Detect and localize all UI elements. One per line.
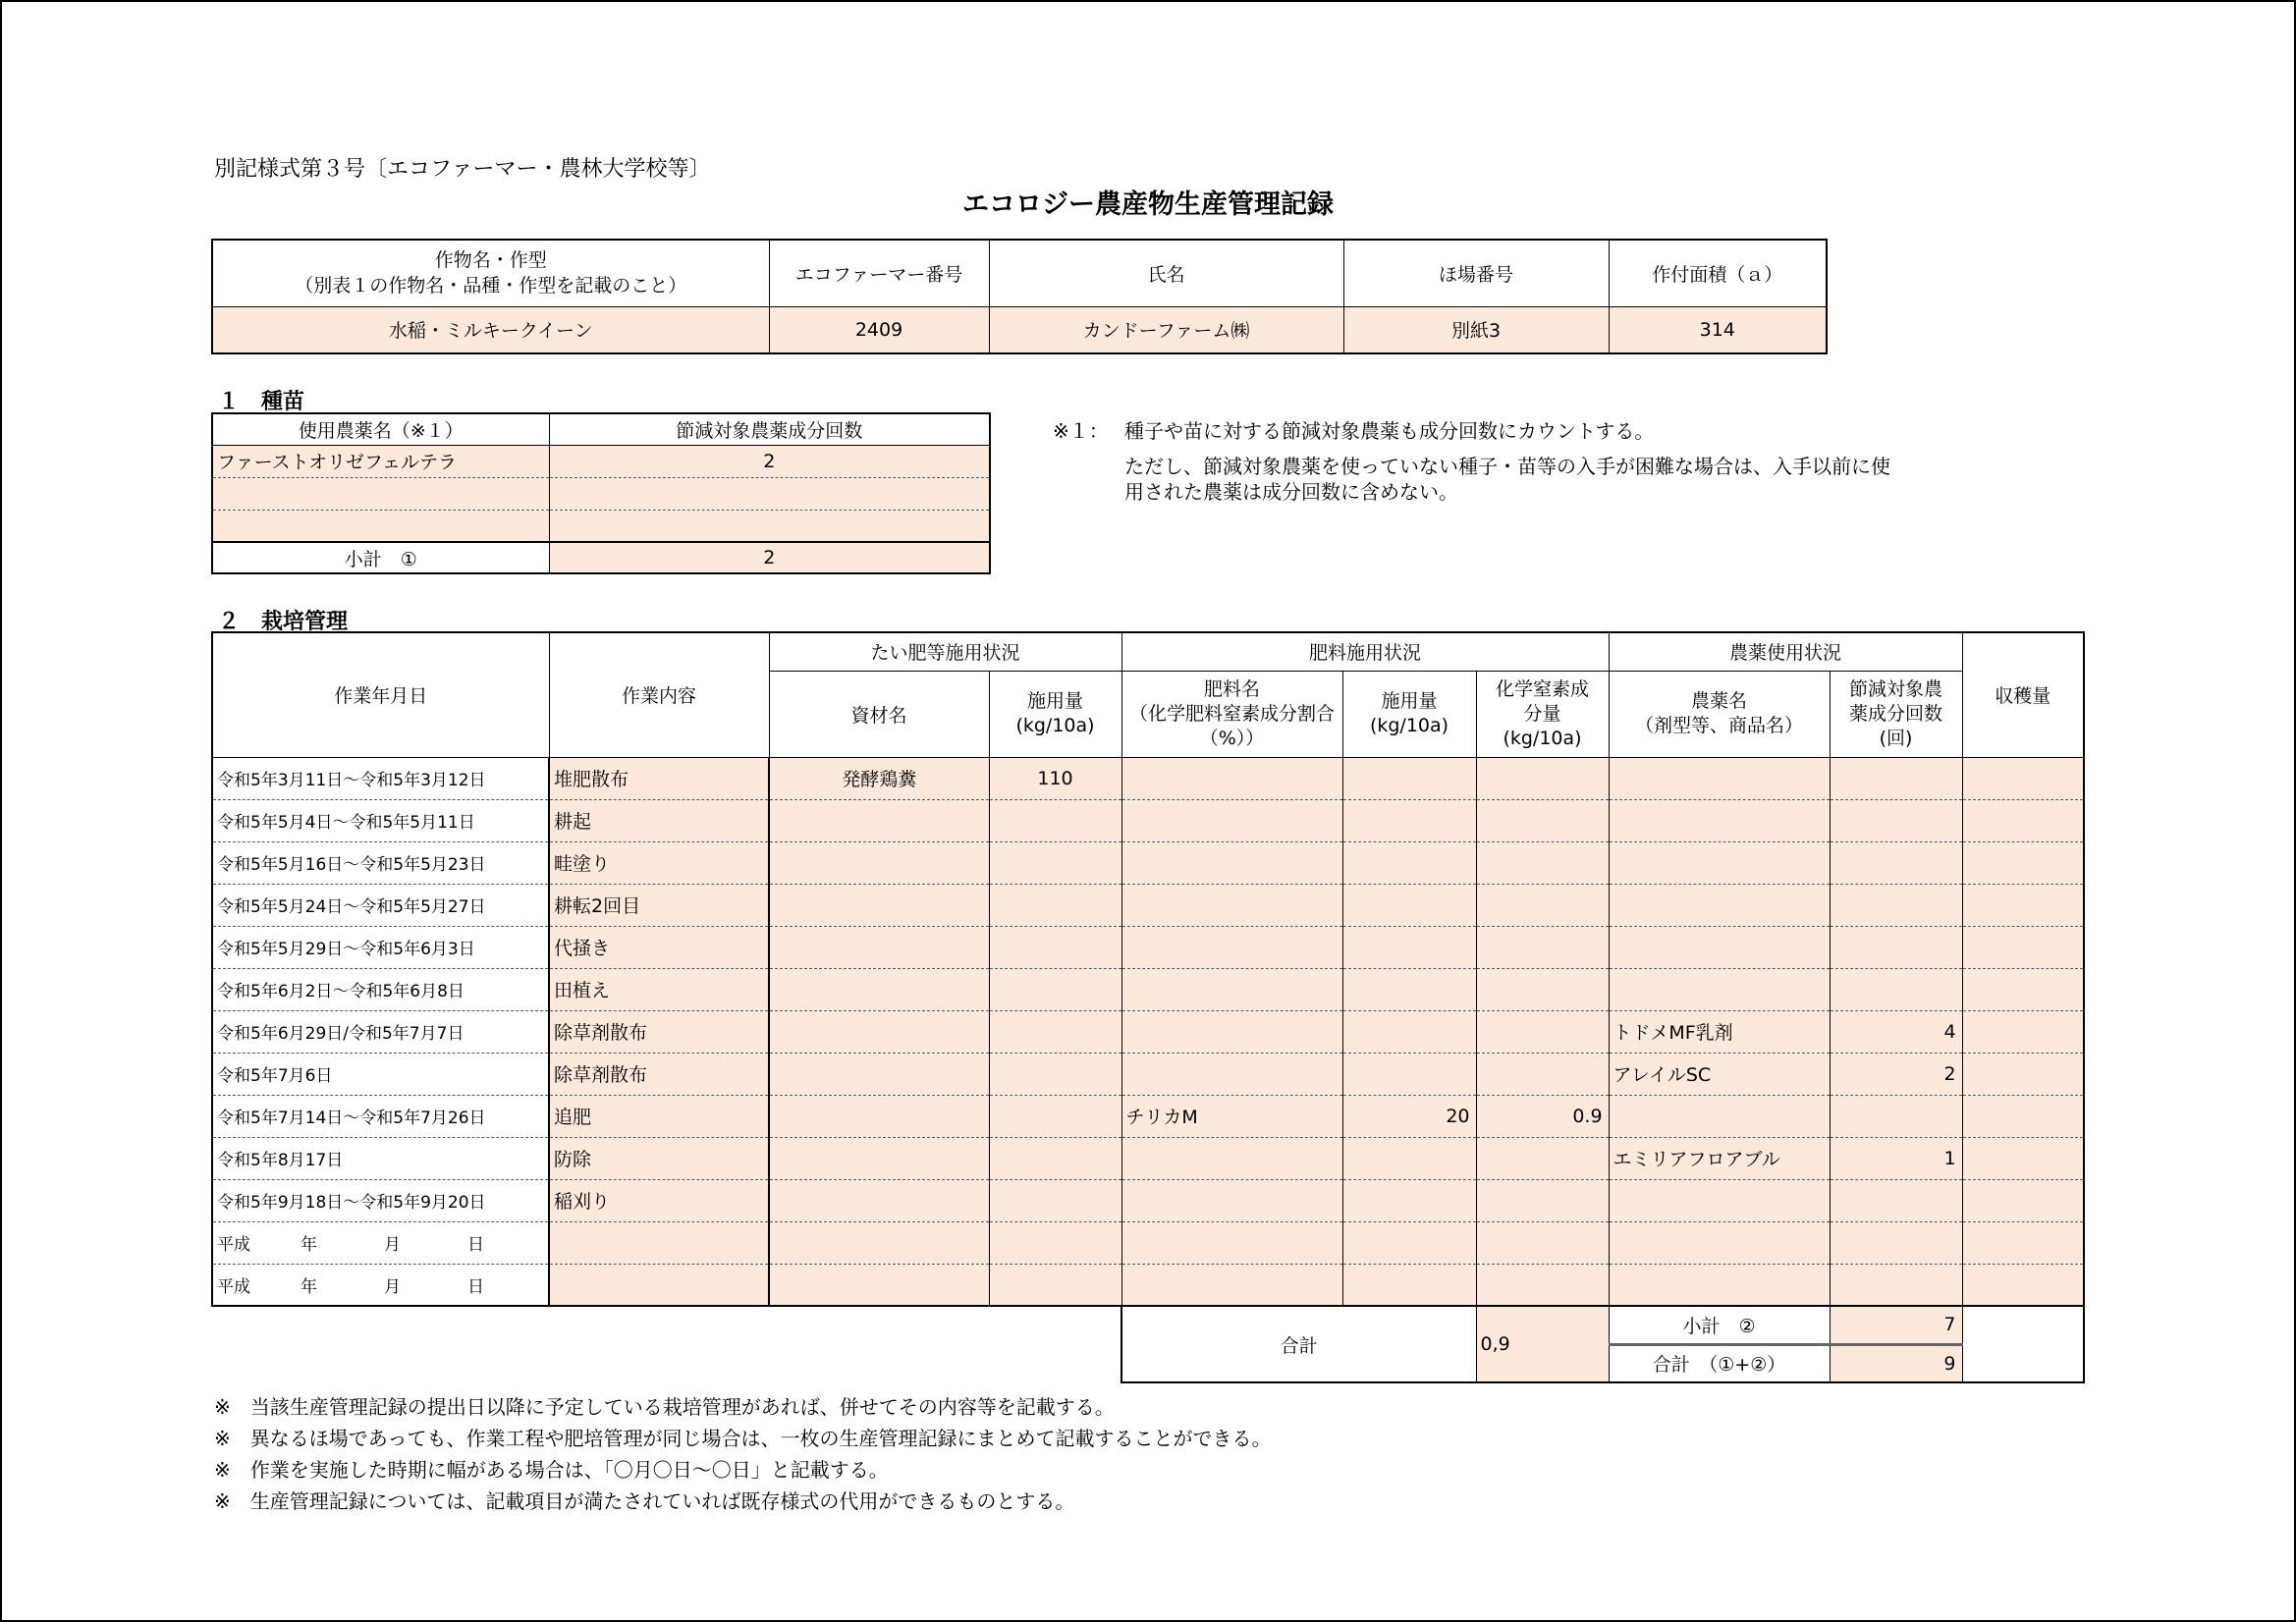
row-work[interactable]: 代掻き [549, 926, 769, 968]
col-work: 作業内容 [549, 632, 769, 757]
seed-col-name: 使用農薬名（※１） [212, 413, 549, 445]
row-date[interactable]: 令和5年5月4日～令和5年5月11日 [212, 799, 549, 841]
row-pest-count[interactable] [1830, 841, 1962, 884]
row-pest-count[interactable]: 2 [1830, 1053, 1962, 1095]
farmer-no-value[interactable]: 2409 [769, 306, 989, 353]
header-farmer-no-label: エコファーマー番号 [769, 240, 989, 306]
row-fert-name[interactable] [1121, 841, 1342, 884]
row-material[interactable] [769, 1221, 989, 1264]
row-amount2[interactable] [1342, 1137, 1476, 1179]
row-pest-name[interactable] [1609, 1179, 1830, 1221]
col-harvest: 収穫量 [1962, 632, 2084, 757]
row-pest-name[interactable] [1609, 799, 1830, 841]
row-nitrogen[interactable] [1476, 1010, 1609, 1053]
row-pest-name[interactable]: アレイルSC [1609, 1053, 1830, 1095]
row-pest-name[interactable] [1609, 1221, 1830, 1264]
seed-note-line3: 用された農薬は成分回数に含めない。 [1124, 480, 1458, 504]
col-pest-count: 節減対象農 薬成分回数 (回) [1830, 671, 1962, 757]
row-harvest[interactable] [1962, 757, 2084, 799]
row-harvest[interactable] [1962, 968, 2084, 1010]
total-label: 合計 [1121, 1306, 1476, 1382]
row-material[interactable] [769, 884, 989, 926]
table-row [212, 1053, 2084, 1095]
row-date[interactable]: 令和5年8月17日 [212, 1137, 549, 1179]
row-amount1[interactable] [989, 1053, 1121, 1095]
row-pest-count[interactable] [1830, 1264, 1962, 1306]
seed-row-count[interactable] [549, 477, 990, 510]
seed-subtotal-label: 小計 ① [212, 542, 549, 573]
row-work[interactable]: 耕起 [549, 799, 769, 841]
row-nitrogen[interactable] [1476, 884, 1609, 926]
row-material[interactable] [769, 968, 989, 1010]
col-fert-name: 肥料名 （化学肥料窒素成分割合（%）） [1121, 671, 1342, 757]
row-amount2[interactable] [1342, 884, 1476, 926]
row-amount2[interactable]: 20 [1342, 1095, 1476, 1137]
row-nitrogen[interactable] [1476, 799, 1609, 841]
row-fert-name[interactable] [1121, 799, 1342, 841]
row-amount2[interactable] [1342, 1179, 1476, 1221]
row-harvest[interactable] [1962, 926, 2084, 968]
row-pest-name[interactable] [1609, 884, 1830, 926]
row-harvest[interactable] [1962, 799, 2084, 841]
row-amount2[interactable] [1342, 1053, 1476, 1095]
seed-row-count[interactable] [549, 510, 990, 542]
row-amount2[interactable] [1342, 1010, 1476, 1053]
row-material[interactable]: 発酵鶏糞 [769, 757, 989, 799]
table-row [212, 926, 2084, 968]
row-date[interactable]: 令和5年3月11日～令和5年3月12日 [212, 757, 549, 799]
row-nitrogen[interactable] [1476, 1264, 1609, 1306]
col-material: 資材名 [769, 671, 989, 757]
row-pest-count[interactable] [1830, 968, 1962, 1010]
grand-total-value[interactable]: 9 [1830, 1344, 1962, 1382]
row-harvest[interactable] [1962, 884, 2084, 926]
footnote: ※ 生産管理記録については、記載項目が満たされていれば既存様式の代用ができるものとする。 [214, 1489, 1075, 1513]
row-amount2[interactable] [1342, 799, 1476, 841]
row-nitrogen[interactable] [1476, 841, 1609, 884]
table-row [212, 757, 2084, 799]
row-amount1[interactable] [989, 1221, 1121, 1264]
row-nitrogen[interactable]: 0.9 [1476, 1095, 1609, 1137]
row-pest-count[interactable]: 4 [1830, 1010, 1962, 1053]
row-material[interactable] [769, 1264, 989, 1306]
row-amount1[interactable] [989, 1179, 1121, 1221]
row-pest-count[interactable] [1830, 1095, 1962, 1137]
row-amount1[interactable] [989, 884, 1121, 926]
header-field-no-label: ほ場番号 [1343, 240, 1609, 306]
seed-note-line1: 種子や苗に対する節減対象農薬も成分回数にカウントする。 [1124, 419, 1655, 443]
row-nitrogen[interactable] [1476, 1179, 1609, 1221]
subtotal2-label: 小計 ② [1609, 1306, 1830, 1344]
table-row [212, 884, 2084, 926]
row-date[interactable]: 令和5年5月16日～令和5年5月23日 [212, 841, 549, 884]
footnote: ※ 作業を実施した時期に幅がある場合は、「〇月〇日～〇日」と記載する。 [214, 1458, 889, 1482]
row-work[interactable]: 防除 [549, 1137, 769, 1179]
row-work[interactable]: 堆肥散布 [549, 757, 769, 799]
page-title: エコロジー農産物生産管理記録 [962, 189, 1334, 220]
row-work[interactable]: 田植え [549, 968, 769, 1010]
row-pest-name[interactable] [1609, 968, 1830, 1010]
row-date[interactable]: 令和5年5月24日～令和5年5月27日 [212, 884, 549, 926]
seed-col-count: 節減対象農薬成分回数 [549, 413, 990, 445]
table-row [212, 841, 2084, 884]
seed-row-name[interactable] [212, 510, 549, 542]
row-fert-name[interactable] [1121, 926, 1342, 968]
row-material[interactable] [769, 1137, 989, 1179]
row-pest-count[interactable] [1830, 926, 1962, 968]
row-nitrogen[interactable] [1476, 1221, 1609, 1264]
row-amount2[interactable] [1342, 757, 1476, 799]
row-material[interactable] [769, 799, 989, 841]
row-work[interactable]: 除草剤散布 [549, 1010, 769, 1053]
grand-total-label: 合計 （①+②） [1609, 1344, 1830, 1382]
row-amount1[interactable] [989, 841, 1121, 884]
row-pest-name[interactable]: エミリアフロアブル [1609, 1137, 1830, 1179]
row-amount2[interactable] [1342, 968, 1476, 1010]
row-amount1[interactable] [989, 968, 1121, 1010]
row-fert-name[interactable] [1121, 968, 1342, 1010]
table-row [212, 1179, 2084, 1221]
row-material[interactable] [769, 926, 989, 968]
header-table [211, 239, 1828, 354]
col-compost-group: たい肥等施用状況 [769, 632, 1121, 671]
row-work[interactable]: 追肥 [549, 1095, 769, 1137]
table-row [212, 1137, 2084, 1179]
row-pest-count[interactable] [1830, 1221, 1962, 1264]
field-no-value[interactable]: 別紙3 [1343, 306, 1609, 353]
row-work[interactable]: 耕転2回目 [549, 884, 769, 926]
crop-value[interactable]: 水稲・ミルキークイーン [212, 306, 769, 353]
section1-heading: １ 種苗 [218, 390, 305, 414]
col-nitrogen: 化学窒素成 分量 (kg/10a) [1476, 671, 1609, 757]
row-nitrogen[interactable] [1476, 968, 1609, 1010]
row-date[interactable]: 令和5年7月6日 [212, 1053, 549, 1095]
row-pest-name[interactable] [1609, 841, 1830, 884]
row-material[interactable] [769, 1179, 989, 1221]
row-harvest[interactable] [1962, 1010, 2084, 1053]
row-material[interactable] [769, 841, 989, 884]
total-nitrogen[interactable]: 0,9 [1476, 1306, 1609, 1382]
header-crop-label-line1: 作物名・作型 [434, 249, 547, 272]
col-pest-group: 農薬使用状況 [1609, 632, 1962, 671]
table-row [212, 799, 2084, 841]
table-row [212, 1264, 2084, 1306]
row-pest-count[interactable] [1830, 799, 1962, 841]
row-date[interactable]: 令和5年5月29日～令和5年6月3日 [212, 926, 549, 968]
row-pest-name[interactable] [1609, 926, 1830, 968]
row-pest-count[interactable] [1830, 884, 1962, 926]
row-fert-name[interactable] [1121, 757, 1342, 799]
seed-note-line2: ただし、節減対象農薬を使っていない種子・苗等の入手が困難な場合は、入手以前に使 [1124, 455, 1890, 478]
row-work[interactable] [549, 1264, 769, 1306]
col-amount1: 施用量 (kg/10a) [989, 671, 1121, 757]
row-amount1[interactable] [989, 799, 1121, 841]
row-work[interactable]: 畦塗り [549, 841, 769, 884]
totals-blank [1962, 1306, 2084, 1382]
row-amount2[interactable] [1342, 1264, 1476, 1306]
row-pest-count[interactable] [1830, 1179, 1962, 1221]
row-amount1[interactable]: 110 [989, 757, 1121, 799]
totals-table [1121, 1305, 2085, 1383]
header-crop-label-line2: （別表１の作物名・品種・作型を記載のこと） [295, 275, 687, 297]
row-nitrogen[interactable] [1476, 1053, 1609, 1095]
seed-row-name[interactable] [212, 477, 549, 510]
row-date[interactable]: 令和5年9月18日～令和5年9月20日 [212, 1179, 549, 1221]
seed-row-count[interactable]: 2 [549, 445, 990, 477]
table-row [212, 968, 2084, 1010]
row-harvest[interactable] [1962, 841, 2084, 884]
header-crop-label [212, 240, 769, 306]
row-amount1[interactable] [989, 1010, 1121, 1053]
row-amount1[interactable] [989, 1095, 1121, 1137]
row-fert-name[interactable] [1121, 884, 1342, 926]
row-amount2[interactable] [1342, 841, 1476, 884]
row-fert-name[interactable] [1121, 1179, 1342, 1221]
row-date[interactable]: 令和5年6月2日～令和5年6月8日 [212, 968, 549, 1010]
section2-heading: ２ 栽培管理 [218, 610, 349, 634]
row-harvest[interactable] [1962, 1221, 2084, 1264]
row-work[interactable]: 除草剤散布 [549, 1053, 769, 1095]
row-nitrogen[interactable] [1476, 757, 1609, 799]
row-nitrogen[interactable] [1476, 1137, 1609, 1179]
footnote: ※ 異なるほ場であっても、作業工程や肥培管理が同じ場合は、一枚の生産管理記録にまとめて記載することができる。 [214, 1427, 1272, 1450]
row-pest-name[interactable] [1609, 757, 1830, 799]
row-date[interactable]: 平成 年 月 日 [212, 1221, 549, 1264]
name-value[interactable]: カンドーファーム㈱ [989, 306, 1343, 353]
row-fert-name[interactable] [1121, 1053, 1342, 1095]
row-harvest[interactable] [1962, 1179, 2084, 1221]
table-row [212, 1221, 2084, 1264]
row-fert-name[interactable] [1121, 1264, 1342, 1306]
row-date[interactable]: 令和5年6月29日/令和5年7月7日 [212, 1010, 549, 1053]
table-row [212, 1095, 2084, 1137]
col-fert-group: 肥料施用状況 [1121, 632, 1609, 671]
header-area-label: 作付面積（ａ） [1609, 240, 1827, 306]
row-amount2[interactable] [1342, 926, 1476, 968]
footnote: ※ 当該生産管理記録の提出日以降に予定している栽培管理があれば、併せてその内容等を記載する。 [214, 1395, 1115, 1419]
row-amount2[interactable] [1342, 1221, 1476, 1264]
row-date[interactable]: 令和5年7月14日～令和5年7月26日 [212, 1095, 549, 1137]
seed-row-name[interactable]: ファーストオリゼフェルテラ [212, 445, 549, 477]
area-value[interactable]: 314 [1609, 306, 1827, 353]
row-pest-name[interactable]: トドメMF乳剤 [1609, 1010, 1830, 1053]
row-pest-name[interactable] [1609, 1095, 1830, 1137]
row-harvest[interactable] [1962, 1264, 2084, 1306]
row-material[interactable] [769, 1095, 989, 1137]
row-pest-name[interactable] [1609, 1264, 1830, 1306]
row-material[interactable] [769, 1053, 989, 1095]
row-fert-name[interactable] [1121, 1221, 1342, 1264]
col-date: 作業年月日 [212, 632, 549, 757]
subtotal2-value[interactable]: 7 [1830, 1306, 1962, 1344]
row-fert-name[interactable] [1121, 1010, 1342, 1053]
row-amount1[interactable] [989, 1264, 1121, 1306]
row-fert-name[interactable] [1121, 1137, 1342, 1179]
row-harvest[interactable] [1962, 1137, 2084, 1179]
row-nitrogen[interactable] [1476, 926, 1609, 968]
seed-table [211, 412, 991, 574]
row-amount1[interactable] [989, 926, 1121, 968]
row-harvest[interactable] [1962, 1095, 2084, 1137]
header-name-label: 氏名 [989, 240, 1343, 306]
row-pest-count[interactable] [1830, 757, 1962, 799]
cultivation-table [211, 631, 2085, 1307]
row-pest-count[interactable]: 1 [1830, 1137, 1962, 1179]
row-date[interactable]: 平成 年 月 日 [212, 1264, 549, 1306]
row-material[interactable] [769, 1010, 989, 1053]
row-fert-name[interactable]: チリカM [1121, 1095, 1342, 1137]
form-number: 別記様式第３号〔エコファーマー・農林大学校等〕 [214, 157, 711, 182]
seed-subtotal-value[interactable]: 2 [549, 542, 990, 573]
table-row [212, 1010, 2084, 1053]
row-amount1[interactable] [989, 1137, 1121, 1179]
row-work[interactable]: 稲刈り [549, 1179, 769, 1221]
seed-note-mark: ※１： [1053, 419, 1109, 443]
row-work[interactable] [549, 1221, 769, 1264]
col-amount2: 施用量 (kg/10a) [1342, 671, 1476, 757]
col-pest-name: 農薬名 （剤型等、商品名） [1609, 671, 1830, 757]
row-harvest[interactable] [1962, 1053, 2084, 1095]
